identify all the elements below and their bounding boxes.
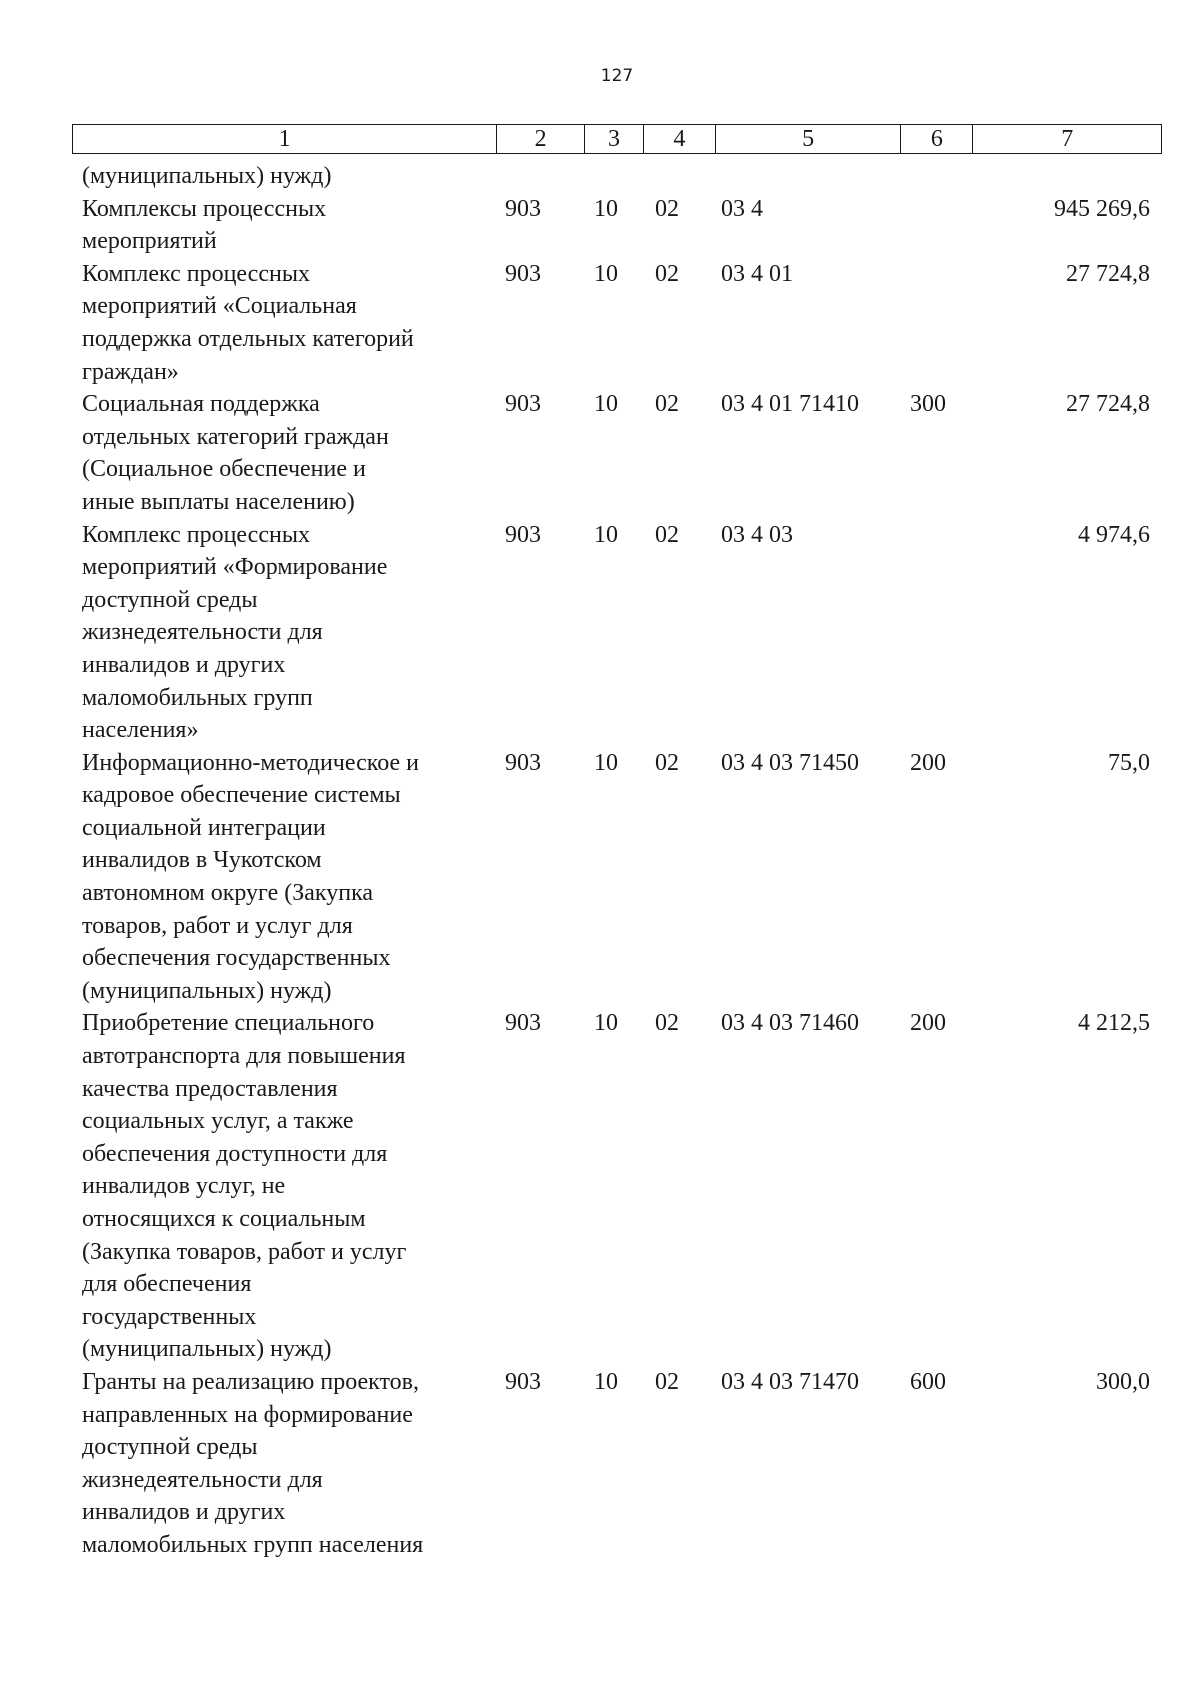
table-row xyxy=(72,1366,1162,1562)
row-col-5: 03 4 01 xyxy=(721,260,793,287)
row-name: Приобретение специального автотранспорта для повышения качества предоставления социальных услуг, а также обеспечения доступности для инвалидов услуг, не относящихся к социальным (Закупка товаров, работ и услуг для обеспечения государственных (муниципальных) нужд) xyxy=(82,1010,407,1363)
row-col-6 xyxy=(902,193,974,258)
row-col-4: 02 xyxy=(655,749,679,776)
header-col-1: 1 xyxy=(73,125,497,153)
header-col-4: 4 xyxy=(644,125,716,153)
row-col-2: 903 xyxy=(505,1368,541,1395)
table-row xyxy=(72,388,1162,518)
row-col-2: 903 xyxy=(505,195,541,222)
row-col-5: 03 4 03 71470 xyxy=(721,1368,859,1395)
header-col-7: 7 xyxy=(1061,126,1074,152)
table-row xyxy=(72,193,1162,258)
table-row xyxy=(72,519,1162,747)
row-col-4: 02 xyxy=(655,1368,679,1395)
row-amount: 75,0 xyxy=(1108,749,1150,776)
row-col-3: 10 xyxy=(594,1010,618,1037)
row-col-6 xyxy=(902,160,974,193)
row-col-3: 10 xyxy=(594,749,618,776)
row-amount: 945 269,6 xyxy=(1054,195,1150,222)
row-col-4: 02 xyxy=(655,391,679,418)
row-col-5: 03 4 03 71460 xyxy=(721,1010,859,1037)
row-col-6 xyxy=(902,519,974,747)
row-name: Комплексы процессных мероприятий xyxy=(82,195,327,255)
row-col-5 xyxy=(716,160,902,193)
row-col-5: 03 4 xyxy=(721,195,763,222)
row-col-3: 10 xyxy=(594,1368,618,1395)
row-col-2: 903 xyxy=(505,749,541,776)
row-col-2: 903 xyxy=(505,1010,541,1037)
row-name: (муниципальных) нужд) xyxy=(82,163,332,189)
row-col-5: 03 4 03 71450 xyxy=(721,749,859,776)
row-col-6: 600 xyxy=(910,1368,946,1395)
row-col-3 xyxy=(585,160,644,193)
row-col-3: 10 xyxy=(594,195,618,222)
row-amount: 27 724,8 xyxy=(1066,391,1150,418)
row-name: Комплекс процессных мероприятий «Социальная поддержка отдельных категорий граждан» xyxy=(82,260,414,385)
row-col-3: 10 xyxy=(594,260,618,287)
row-col-4 xyxy=(644,160,716,193)
row-col-2: 903 xyxy=(505,260,541,287)
header-col-6: 6 xyxy=(901,125,973,153)
row-col-2: 903 xyxy=(505,391,541,418)
row-amount: 4 212,5 xyxy=(1078,1010,1150,1037)
table-row xyxy=(72,1007,1162,1366)
row-col-4: 02 xyxy=(655,1010,679,1037)
row-col-4: 02 xyxy=(655,195,679,222)
row-amount: 4 974,6 xyxy=(1078,521,1150,548)
row-col-6: 200 xyxy=(910,749,946,776)
row-col-5: 03 4 01 71410 xyxy=(721,391,859,418)
row-col-6 xyxy=(902,258,974,388)
table-row xyxy=(72,258,1162,388)
row-name: Гранты на реализацию проектов, направленных на формирование доступной среды жизнедеятельности для инвалидов и других маломобильных групп населения xyxy=(82,1368,424,1558)
row-col-6: 200 xyxy=(910,1010,946,1037)
row-amount xyxy=(974,160,1162,193)
row-col-5: 03 4 03 xyxy=(721,521,793,548)
table-header xyxy=(72,124,1162,154)
row-col-6: 300 xyxy=(910,391,946,418)
row-col-4: 02 xyxy=(655,521,679,548)
row-amount: 27 724,8 xyxy=(1066,260,1150,287)
row-col-4: 02 xyxy=(655,260,679,287)
page-number: 127 xyxy=(600,66,634,86)
header-col-2: 2 xyxy=(497,125,585,153)
table-row xyxy=(72,160,1162,193)
row-amount: 300,0 xyxy=(1096,1368,1150,1395)
row-name: Информационно-методическое и кадровое обеспечение системы социальной интеграции инвалидов в Чукотском автономном округе (Закупка товаров, работ и услуг для обеспечения государственных (муниципальных) нужд) xyxy=(82,749,419,1004)
header-col-5: 5 xyxy=(716,125,902,153)
row-col-3: 10 xyxy=(594,521,618,548)
table-row xyxy=(72,747,1162,1008)
header-col-3: 3 xyxy=(585,125,644,153)
row-name: Социальная поддержка отдельных категорий граждан (Социальное обеспечение и иные выплаты населению) xyxy=(82,391,389,515)
row-name: Комплекс процессных мероприятий «Формирование доступной среды жизнедеятельности для инвалидов и других маломобильных групп населения» xyxy=(82,521,388,744)
row-col-2 xyxy=(497,160,585,193)
row-col-2: 903 xyxy=(505,521,541,548)
table-body xyxy=(72,160,1162,1562)
row-col-3: 10 xyxy=(594,391,618,418)
